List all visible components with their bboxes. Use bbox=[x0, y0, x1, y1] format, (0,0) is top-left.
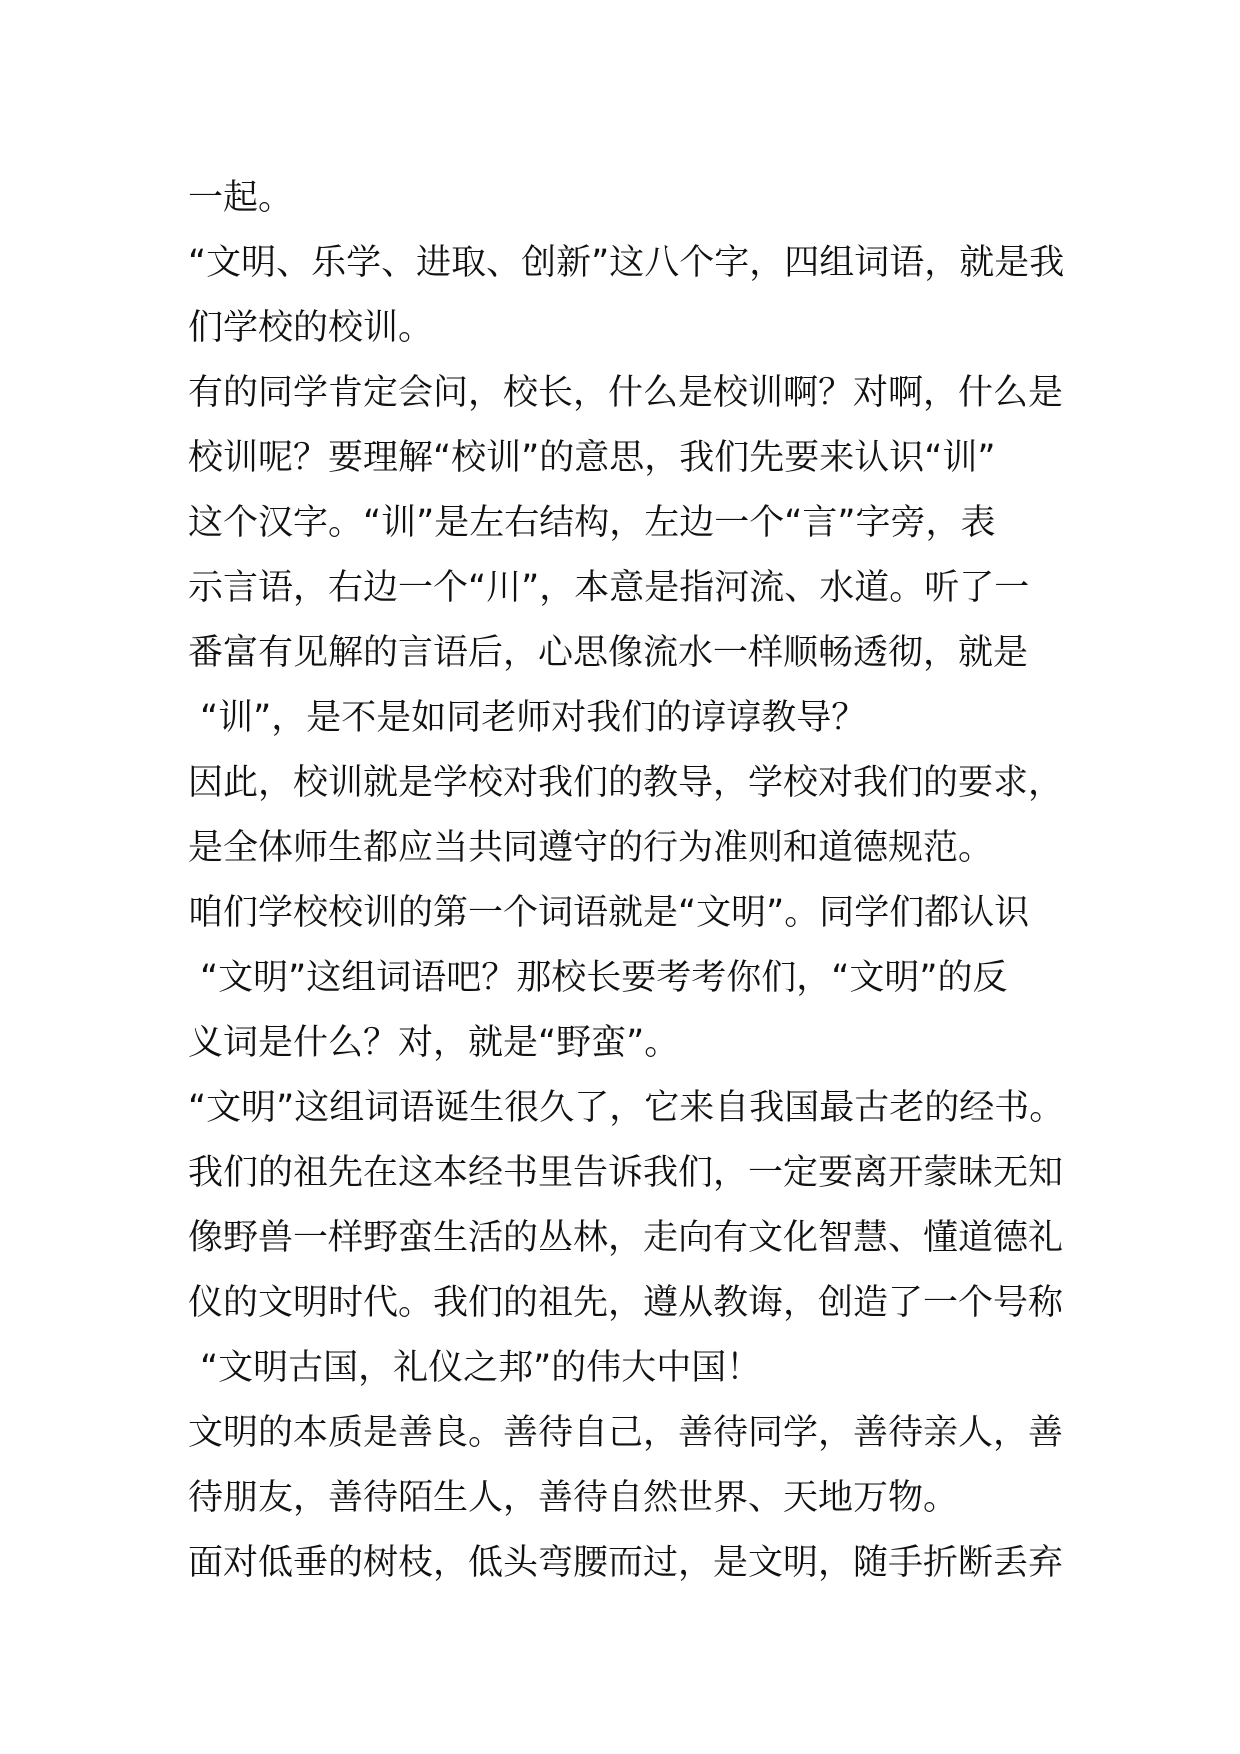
text-line: 番富有见解的言语后，心思像流水一样顺畅透彻，就是 bbox=[188, 633, 1029, 673]
text-line: 咱们学校校训的第一个词语就是“文明”。同学们都认识 bbox=[188, 893, 1030, 933]
text-line: 因此，校训就是学校对我们的教导，学校对我们的要求， bbox=[188, 763, 1064, 803]
text-line: “文明、乐学、进取、创新”这八个字，四组词语，就是我 bbox=[188, 243, 1065, 283]
text-line: “训”，是不是如同老师对我们的谆谆教导？ bbox=[200, 698, 867, 738]
text-line: 面对低垂的树枝，低头弯腰而过，是文明，随手折断丢弃 bbox=[188, 1543, 1064, 1583]
text-line: 义词是什么？对，就是“野蛮”。 bbox=[188, 1023, 680, 1063]
text-line: 一起。 bbox=[188, 178, 294, 218]
text-line: 仪的文明时代。我们的祖先，遵从教诲，创造了一个号称 bbox=[188, 1283, 1064, 1323]
text-line: “文明”这组词语诞生很久了，它来自我国最古老的经书。 bbox=[188, 1088, 1065, 1128]
text-line: “文明”这组词语吧？那校长要考考你们，“文明”的反 bbox=[200, 958, 1008, 998]
text-line: “文明古国，礼仪之邦”的伟大中国！ bbox=[200, 1348, 762, 1388]
document-body bbox=[188, 166, 1068, 1596]
text-line: 待朋友，善待陌生人，善待自然世界、天地万物。 bbox=[188, 1478, 959, 1518]
text-line: 示言语，右边一个“川”，本意是指河流、水道。听了一 bbox=[188, 568, 1030, 608]
text-line: 我们的祖先在这本经书里告诉我们，一定要离开蒙昧无知 bbox=[188, 1153, 1064, 1193]
text-line: 有的同学肯定会问，校长，什么是校训啊？对啊，什么是 bbox=[188, 373, 1064, 413]
text-line: 是全体师生都应当共同遵守的行为准则和道德规范。 bbox=[188, 828, 994, 868]
text-line: 们学校的校训。 bbox=[188, 308, 434, 348]
text-line: 像野兽一样野蛮生活的丛林，走向有文化智慧、懂道德礼 bbox=[188, 1218, 1064, 1258]
text-line: 校训呢？要理解“校训”的意思，我们先要来认识“训” bbox=[188, 438, 996, 478]
text-line: 文明的本质是善良。善待自己，善待同学，善待亲人，善 bbox=[188, 1413, 1064, 1453]
text-line: 这个汉字。“训”是左右结构，左边一个“言”字旁，表 bbox=[188, 503, 996, 543]
